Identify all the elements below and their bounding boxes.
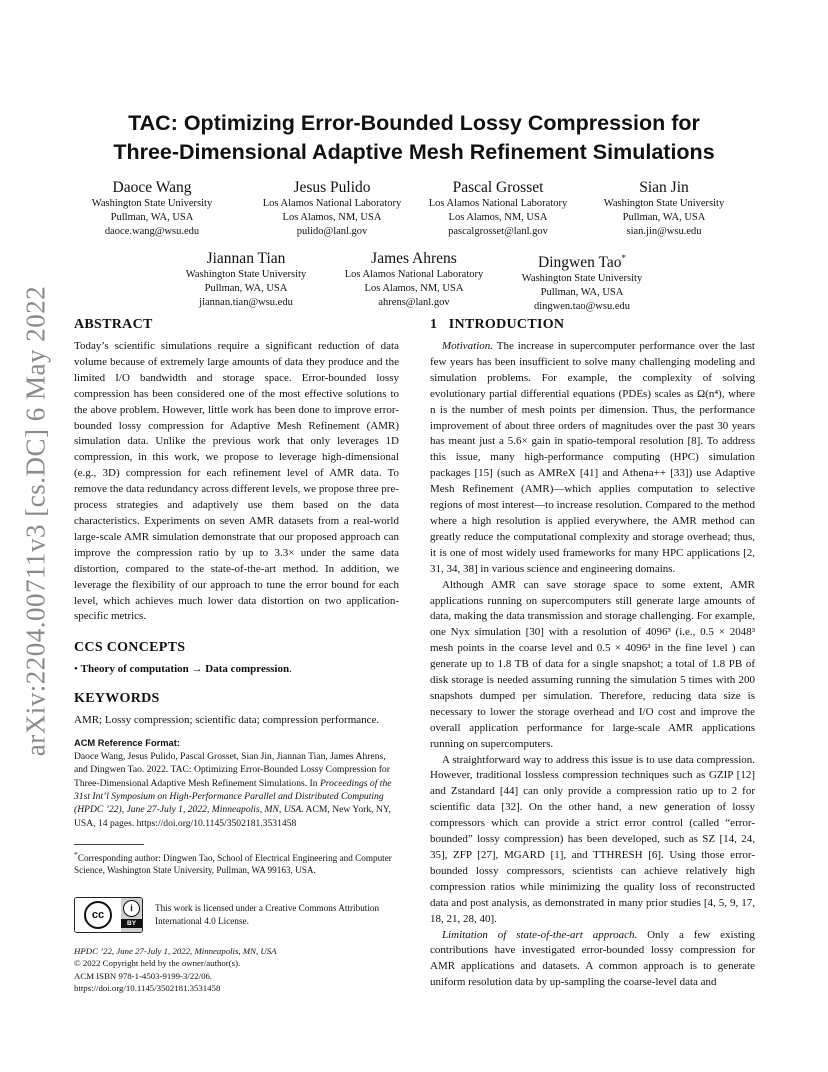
ccs-end: . [289,663,292,676]
arxiv-id-text: arXiv:2204.00711v3 [cs.DC] 6 May 2022 [20,285,51,757]
author-name: Pascal Grosset [452,179,544,196]
footnote-rule [74,844,144,845]
intro-paragraph-3: A straightforward way to address this issue is to use data compression. However, traditional lossless compression techniques such as GZIP [12] and Zstandard [44] can only provide a compression ratio up to 2 for scientific data [32]. On the other hand, a new generation of lossy compressors which can provide a strict error control (called “error-bounded” lossy compression) has been developed, such as SZ [14, 24, 35], ZFP [27], MGARD [1], and TTHRESH [6]. Using those error-bounded lossy compressors, scientists can achieve relatively high compression ratios while minimizing the quality loss of reconstructed data and post analysis, as demonstrated in many prior studies [4, 5, 9, 17, 18, 21, 28, 40]. [430,753,755,925]
ccs-heading: CCS CONCEPTS [74,640,186,656]
left-column [74,316,399,995]
author-location: Pullman, WA, USA [622,212,706,223]
paragraph-text: The increase in supercomputer performance over the last few years has been insufficient to solve many challenging modeling and simulation problems. For example, the complexity of solving evolutionary partial differential equations (PDEs) scales as Ω(n⁴), where n is the number of mesh points per dimension. Thus, the performance improvement of about three orders of magnitudes over the past 30 years has meant just a 5.6× gain in spatio-temporal resolution [8]. To address this issue, many high-performance computing (HPC) simulation packages [15] (such as AMReX [41] and Athena++ [33]) use Adaptive Mesh Refinement (AMR)—which applies computation to selective regions of most interest—to increase resolution. Compared to the method where a high resolution is applied everywhere, the AMR method can greatly reduce the computational complexity and storage overhead; thus, it is one of most widely used frameworks for many HPC applications [2, 31, 34, 38] in various science and engineering domains. [430,340,755,575]
license-text: This work is licensed under a Creative Commons Attribution International 4.0 License. [155,903,380,926]
author-affiliation: Los Alamos National Laboratory [428,198,568,209]
ccs-concepts [74,662,399,678]
author-email: dingwen.tao@wsu.edu [534,301,630,313]
author-block [492,249,672,314]
keywords-heading: KEYWORDS [74,691,160,707]
creative-commons-icon: cc [84,901,112,929]
copyright-line: © 2022 Copyright held by the owner/author(s). [74,958,241,969]
author-location: Pullman, WA, USA [540,287,624,299]
author-block [408,178,588,239]
footnote [74,849,399,877]
author-name: James Ahrens [371,250,457,267]
author-location: Pullman, WA, USA [110,212,194,223]
by-label: BY [121,919,142,928]
author-location: Los Alamos, NM, USA [364,283,464,294]
author-email: pulido@lanl.gov [296,226,368,237]
acm-reference-authors: Daoce Wang, Jesus Pulido, Pascal Grosset, Sian Jin, Jiannan Tian, James Ahrens, and Dingwen Tao. 2022. TAC: Optimizing Error-Bounded Lossy Compression for Three-Dimensional Adaptive Mesh Refinement Simulations. In [74,751,390,789]
author-email: jiannan.tian@wsu.edu [199,297,293,308]
author-email: ahrens@lanl.gov [378,297,450,308]
author-location: Pullman, WA, USA [204,283,288,294]
acm-reference-heading: ACM Reference Format: [74,738,180,749]
author-block [242,178,422,239]
paragraph-lead: Limitation of state-of-the-art approach. [442,928,638,941]
author-name [492,249,672,272]
author-affiliation: Washington State University [603,198,725,209]
author-email: sian.jin@wsu.edu [626,226,702,237]
intro-paragraph-4 [430,928,755,992]
author-email: daoce.wang@wsu.edu [104,226,200,237]
intro-paragraph-2: Although AMR can save storage space to some extent, AMR applications running on supercomputers still generate large amounts of data, making the data transmission and storage challenging. For example, one Nyx simulation [30] with a resolution of 4096³ (i.e., 0.5 × 2048³ mesh points in the coarse level and 0.5 × 4096³ in the fine level ) can generate up to 1.8 TB of data for a single snapshot; a total of 1.8 PB of disk storage is needed assuming running the simulation 5 times with 200 snapshots dumped per simulation. Therefore, reducing data size is necessary to lower the storage overhead and I/O cost and improve the overall application performance for large-scale AMR applications running on supercomputers. [430,578,755,750]
conference-venue: HPDC ’22, June 27-July 1, 2022, Minneapolis, MN, USA [74,945,277,956]
introduction-heading: 1 INTRODUCTION [430,317,565,332]
abstract-text: Today’s scientific simulations require a significant reduction of data volume because of extremely large amounts of data they produce and the limited I/O bandwidth and storage space. Error-bounded lossy compression has been considered one of the most effective solutions to the above problem. However, little work has been done to improve error-bounded lossy compression for Adaptive Mesh Refinement (AMR) simulation data. Unlike the previous work that only leverages 1D compression, in this work, we propose to leverage high-dimensional (e.g., 3D) compression for each refinement level of AMR data. To remove the data redundancy across different levels, we propose three pre-process strategies and adaptively use them based on the data characteristics. Experiments on seven AMR datasets from a real-world large-scale AMR simulation demonstrate that our proposed approach can improve the compression ratio by up to 3.3× under the same data distortion, compared to the state-of-the-art method. In addition, we leverage the flexibility of our approach to tune the error bound for each level, which achieves much lower data distortion on two application-specific metrics. [74,340,399,623]
author-affiliation: Washington State University [91,198,213,209]
author-block [574,178,754,239]
cc-by-license-badge [74,897,143,933]
author-location: Los Alamos, NM, USA [282,212,382,223]
ccs-arrow: → [191,663,203,676]
attribution-person-icon: i [123,900,140,917]
author-name: Daoce Wang [112,179,192,196]
acm-reference-text [74,750,399,830]
author-name: Jesus Pulido [293,179,371,196]
arxiv-identifier-stamp [16,286,56,756]
corresponding-author-mark: * [621,253,626,263]
author-affiliation: Washington State University [521,273,643,285]
author-name-text: Dingwen Tao [538,254,622,272]
paper-title [74,109,754,167]
author-block [62,178,242,239]
author-affiliation: Los Alamos National Laboratory [262,198,402,209]
author-name: Jiannan Tian [206,250,286,267]
intro-paragraph-1 [430,339,755,578]
keywords-text: AMR; Lossy compression; scientific data; compression performance. [74,714,380,727]
title-line-1: TAC: Optimizing Error-Bounded Lossy Compression for [128,111,700,135]
footnote-mark: * [74,849,78,859]
paragraph-lead: Motivation. [442,340,494,352]
acm-reference [74,738,399,830]
right-column [430,316,755,991]
ccs-subconcept: Data compression [205,663,290,676]
author-location: Los Alamos, NM, USA [448,212,548,223]
author-affiliation: Los Alamos National Laboratory [344,269,484,280]
author-email: pascalgrosset@lanl.gov [448,226,548,237]
acm-reference-doi: ACM, New York, NY, USA, 14 pages. https://doi.org/10.1145/3502181.3531458 [74,804,391,829]
footnote-text: Corresponding author: Dingwen Tao, School of Electrical Engineering and Computer Science, Washington State University, Pullman, WA 99163, USA. [74,852,392,876]
doi-line: https://doi.org/10.1145/3502181.3531458 [74,983,221,994]
author-block [156,249,336,310]
license-block [74,897,399,933]
acm-reference-venue: Proceedings of the 31st Int’l Symposium on High-Performance Parallel and Distributed Computing (HPDC ’22), June 27-July 1, 2022, Minneapolis, MN, USA. [74,777,392,816]
paragraph-text: Only a few existing contributions have investigated error-bounded lossy compression for AMR applications and datasets. A common approach is to generate uniform resolution data by up-sampling the coarse-level data and [430,928,756,989]
author-block [324,249,504,310]
author-affiliation: Washington State University [185,269,307,280]
isbn-line: ACM ISBN 978-1-4503-9199-3/22/06. [74,970,213,981]
conference-info [74,945,399,995]
title-line-2: Three-Dimensional Adaptive Mesh Refinement Simulations [113,140,715,164]
abstract-heading: ABSTRACT [74,317,153,332]
author-name: Sian Jin [639,179,689,196]
ccs-bullet: • [74,663,78,676]
ccs-concept: Theory of computation [80,663,189,676]
